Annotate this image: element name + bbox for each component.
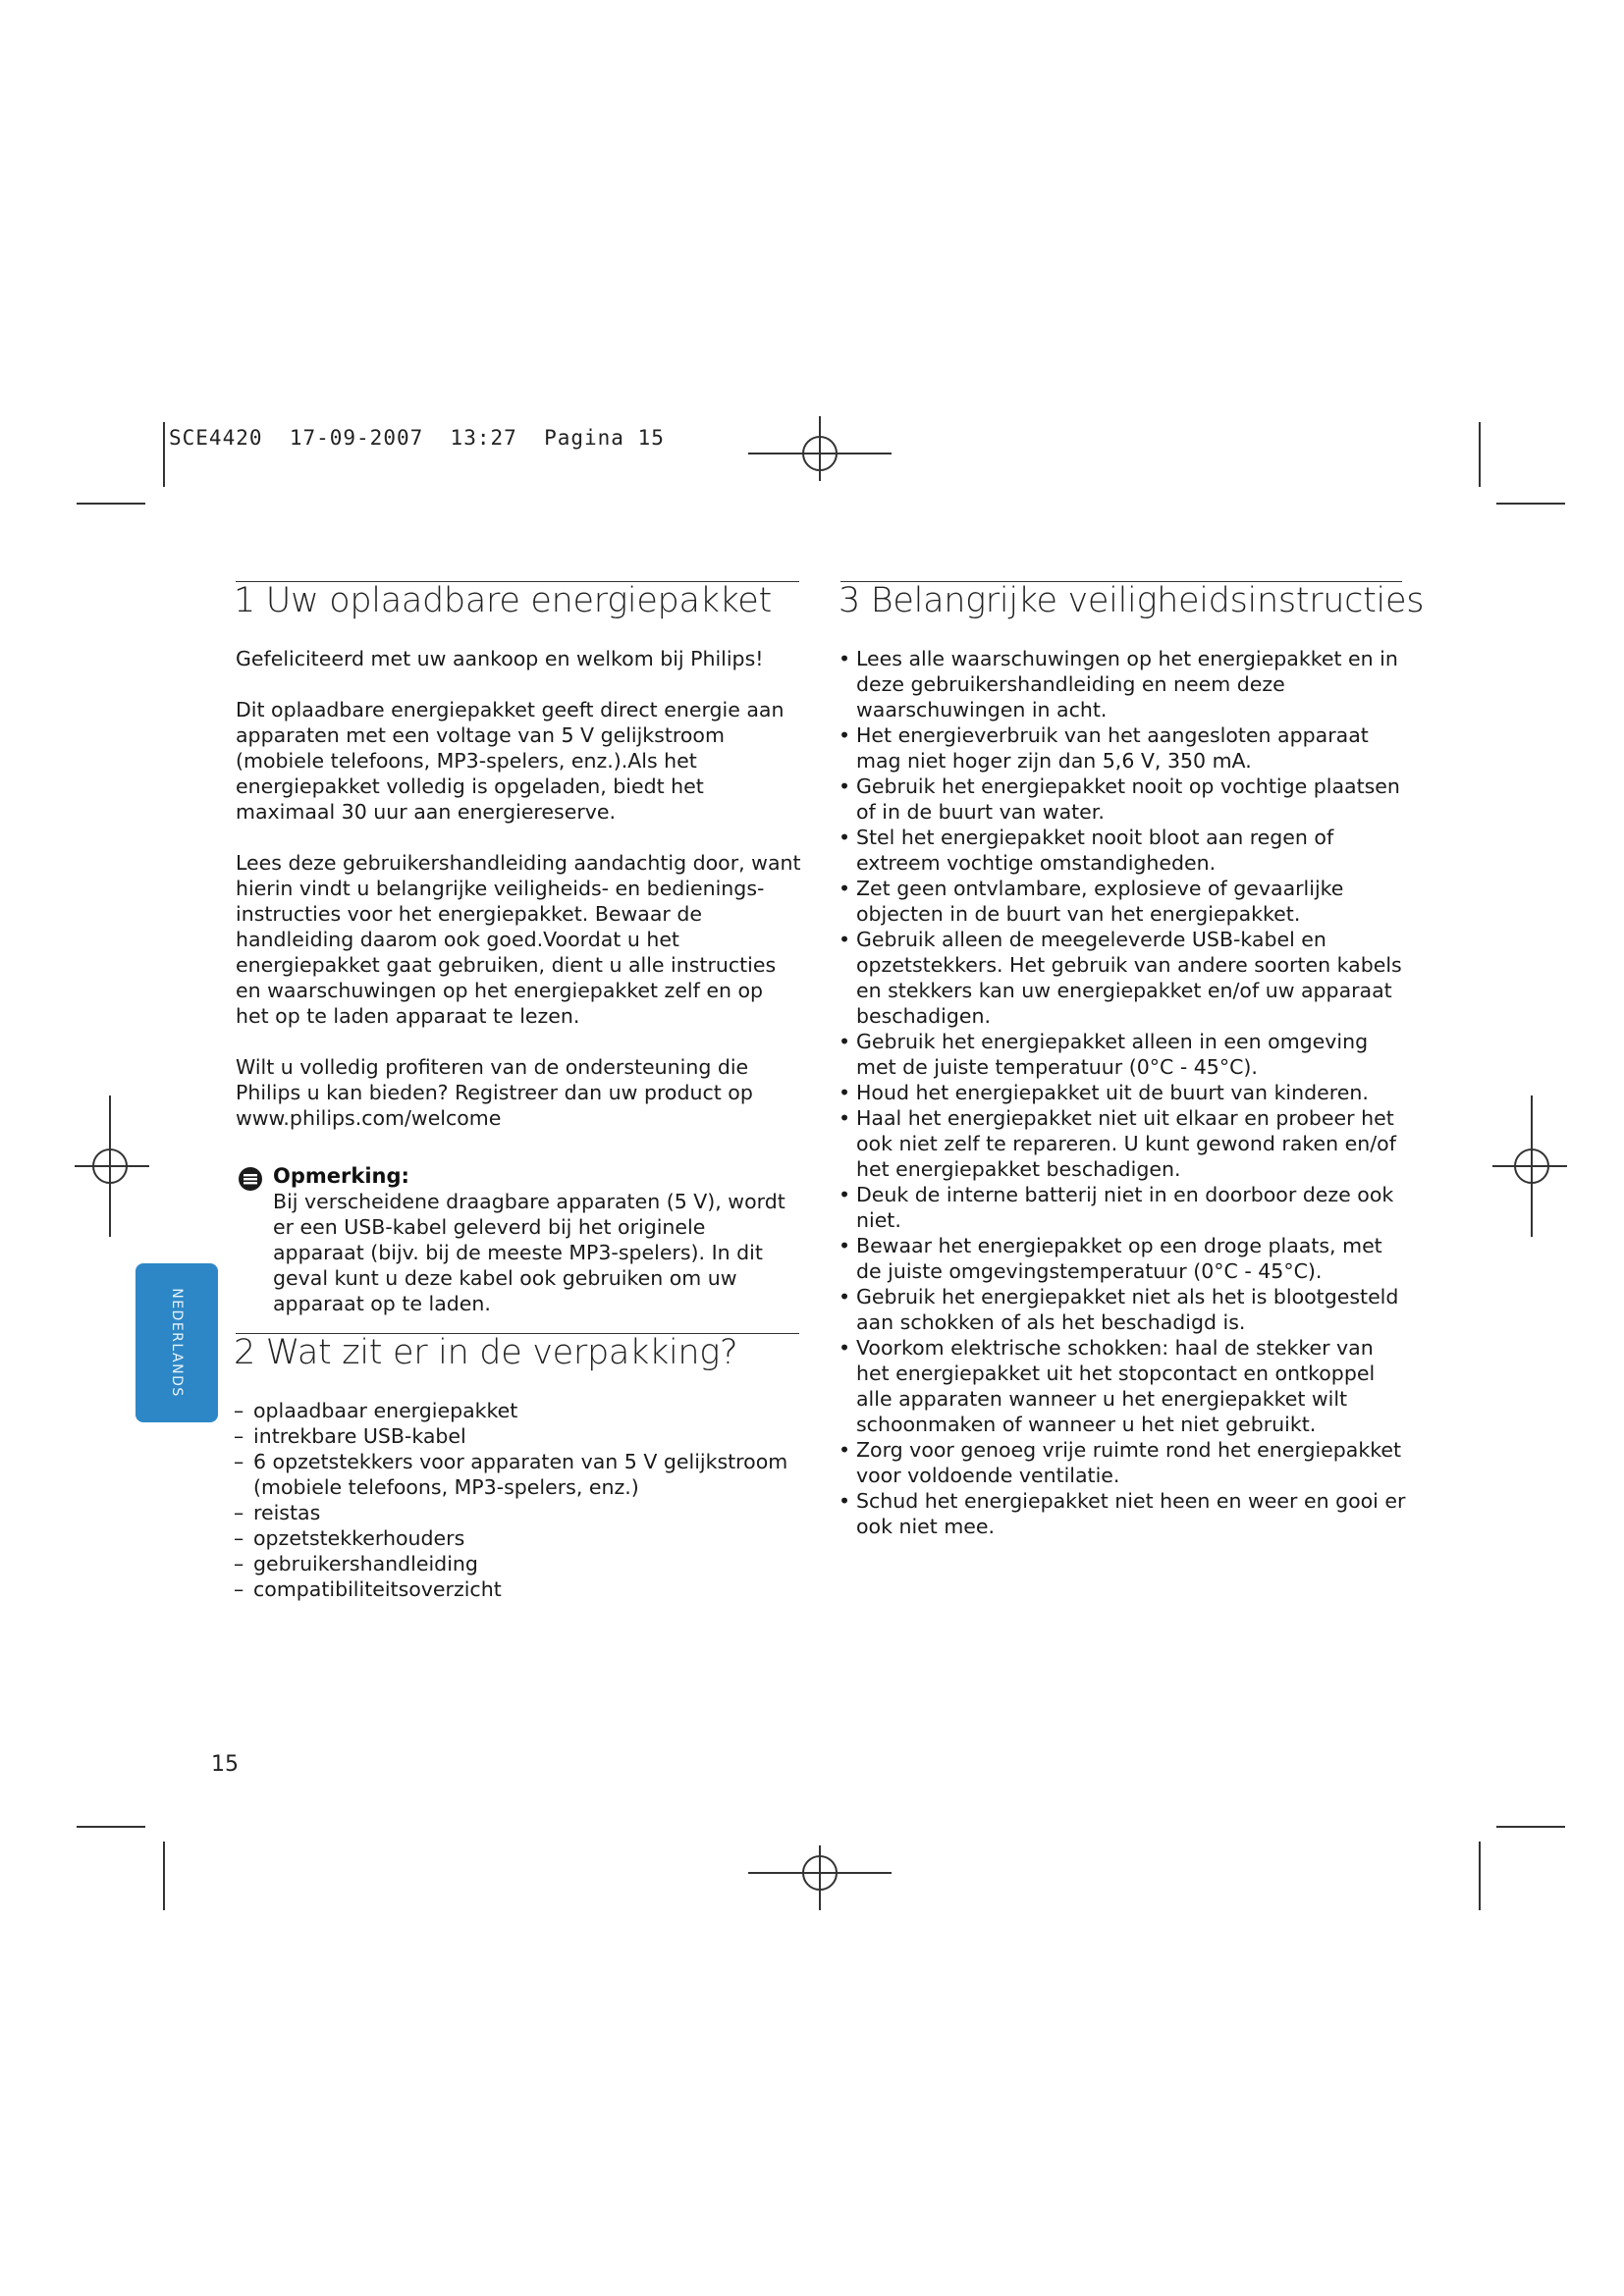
crop-mark: [163, 1842, 165, 1910]
note-text: Bij verscheidene draagbare apparaten (5 V), wordt er een USB-kabel geleverd bij het originele apparaat (bijv. bij de meeste MP3-spelers). In dit geval kunt u deze kabel ook gebruiken om uw apparaat op te laden.: [273, 1190, 785, 1315]
list-item: • Gebruik het energiepakket nooit op vochtige plaatsen of in de buurt van water.: [837, 774, 1408, 825]
registration-mark-icon: [75, 1095, 149, 1237]
list-item: • Lees alle waarschuwingen op het energiepakket en in deze gebruikershandleiding en neem deze waarschuwingen in acht.: [837, 646, 1408, 722]
list-item: • Zorg voor genoeg vrije ruimte rond het energiepakket voor voldoende ventilatie.: [837, 1437, 1408, 1488]
crop-mark: [77, 503, 145, 505]
crop-mark: [77, 1826, 145, 1828]
list-item: • Schud het energiepakket niet heen en weer en gooi er ook niet mee.: [837, 1488, 1408, 1539]
paragraph: Dit oplaadbare energiepakket geeft direct energie aan apparaten met een voltage van 5 V gelijkstroom (mobiele telefoons, MP3-spelers, enz.).Als het energiepakket volledig is opgeladen, biedt het maximaal 30 uur aan energiereserve.: [236, 698, 785, 824]
list-item: • Gebruik het energiepakket alleen in een omgeving met de juiste temperatuur (0°C - 45°C).: [837, 1029, 1408, 1080]
paragraph: Lees deze gebruikershandleiding aandachtig door, want hierin vindt u belangrijke veiligheids- en bedienings-instructies voor het energiepakket. Bewaar de handleiding daarom ook goed.Voordat u het energiepakket gaat gebruiken, dient u alle instructies en waarschuwingen op het energiepakket zelf en op het op te laden apparaat te lezen.: [236, 851, 801, 1028]
header-model: SCE4420: [169, 426, 263, 450]
list-item: • Stel het energiepakket nooit bloot aan regen of extreem vochtige omstandigheden.: [837, 825, 1408, 876]
list-item: – oplaadbaar energiepakket: [234, 1398, 803, 1423]
registration-mark-icon: [748, 416, 892, 481]
header-date: 17-09-2007: [289, 426, 424, 450]
section-1-title: 1 Uw oplaadbare energiepakket: [234, 581, 772, 620]
list-item: • Voorkom elektrische schokken: haal de stekker van het energiepakket uit het stopcontact en ontkoppel alle apparaten wanneer u het energiepakket wilt schoonmaken of wanneer u het niet gebruikt.: [837, 1335, 1408, 1437]
crop-mark: [1479, 1842, 1481, 1910]
side-tab-label: NEDERLANDS: [169, 1288, 185, 1398]
crop-mark: [163, 422, 165, 487]
note-icon: [238, 1166, 263, 1192]
list-item: – 6 opzetstekkers voor apparaten van 5 V gelijkstroom (mobiele telefoons, MP3-spelers, enz.): [234, 1449, 803, 1500]
registration-mark-icon: [748, 1845, 892, 1910]
note-title: Opmerking:: [273, 1164, 409, 1188]
crop-mark: [1496, 503, 1565, 505]
header-page-label: Pagina 15: [544, 426, 665, 450]
package-contents-list: [234, 1398, 803, 1602]
language-side-tab: [135, 1263, 218, 1422]
list-item: • Gebruik het energiepakket niet als het is blootgesteld aan schokken of als het beschadigd is.: [837, 1284, 1408, 1335]
list-item: • Gebruik alleen de meegeleverde USB-kabel en opzetstekkers. Het gebruik van andere soorten kabels en stekkers kan uw energiepakket en/of uw apparaat beschadigen.: [837, 927, 1408, 1029]
crop-mark: [1479, 422, 1481, 487]
registration-mark-icon: [1492, 1095, 1567, 1237]
paragraph: Gefeliciteerd met uw aankoop en welkom bij Philips!: [236, 647, 764, 670]
list-item: – compatibiliteitsoverzicht: [234, 1576, 803, 1602]
list-item: • Het energieverbruik van het aangesloten apparaat mag niet hoger zijn dan 5,6 V, 350 mA.: [837, 722, 1408, 774]
page-number: 15: [211, 1752, 239, 1777]
list-item: • Haal het energiepakket niet uit elkaar en probeer het ook niet zelf te repareren. U kunt gewond raken en/of het energiepakket beschadigen.: [837, 1105, 1408, 1182]
print-header: [169, 426, 665, 450]
crop-mark: [1496, 1826, 1565, 1828]
list-item: – gebruikershandleiding: [234, 1551, 803, 1576]
safety-instructions-list: [837, 646, 1408, 1539]
list-item: • Deuk de interne batterij niet in en doorboor deze ook niet.: [837, 1182, 1408, 1233]
list-item: – intrekbare USB-kabel: [234, 1423, 803, 1449]
paragraph: Wilt u volledig profiteren van de ondersteuning die Philips u kan bieden? Registreer dan uw product op www.philips.com/welcome: [236, 1055, 753, 1130]
section-3-title: 3 Belangrijke veiligheidsinstructies: [839, 581, 1425, 620]
section-2-title: 2 Wat zit er in de verpakking?: [234, 1333, 738, 1372]
list-item: • Bewaar het energiepakket op een droge plaats, met de juiste omgevingstemperatuur (0°C - 45°C).: [837, 1233, 1408, 1284]
list-item: – opzetstekkerhouders: [234, 1525, 803, 1551]
list-item: • Zet geen ontvlambare, explosieve of gevaarlijke objecten in de buurt van het energiepakket.: [837, 876, 1408, 927]
list-item: – reistas: [234, 1500, 803, 1525]
header-time: 13:27: [450, 426, 517, 450]
section-1-body: [236, 646, 801, 1156]
list-item: • Houd het energiepakket uit de buurt van kinderen.: [837, 1080, 1408, 1105]
